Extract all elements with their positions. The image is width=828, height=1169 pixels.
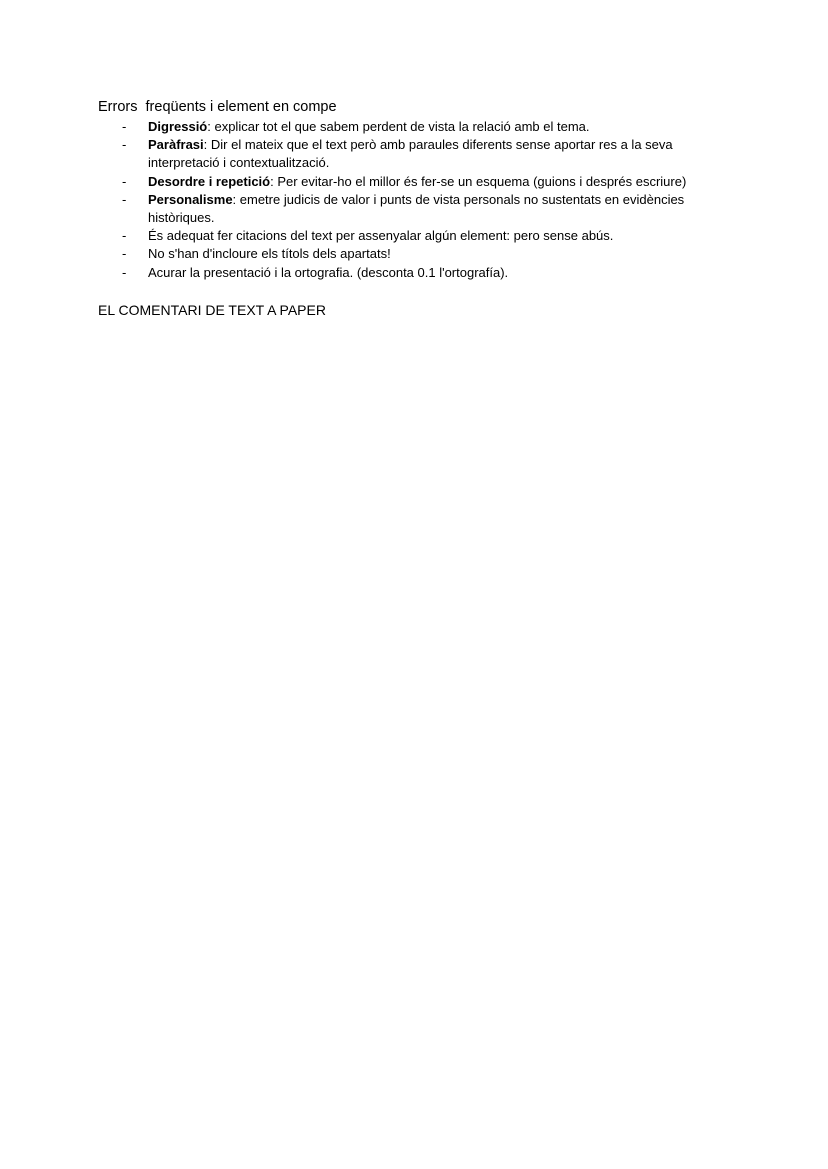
item-text: Acurar la presentació i la ortografia. (desconta 0.1 l'ortografía). [148, 264, 509, 280]
document-content [98, 98, 738, 319]
item-term: Digressió [148, 119, 208, 134]
bullet-dash: - [122, 137, 127, 153]
bullet-dash: - [122, 173, 127, 189]
item-text: : explicar tot el que sabem perdent de vista la relació amb el tema. [207, 119, 590, 134]
item-text: : Dir el mateix que el text però amb paraules diferents sense aportar res a la seva interpretació i contextualització. [148, 137, 673, 171]
bullet-dash: - [122, 191, 127, 207]
item-text: : emetre judicis de valor i punts de vista personals no sustentats en evidències històriques. [148, 191, 685, 226]
item-term: Desordre i repetició [148, 173, 271, 189]
list-item [98, 118, 738, 136]
item-text: No s'han d'incloure els títols dels apartats! [148, 246, 391, 262]
item-term: Personalisme [148, 191, 233, 207]
list-item [98, 227, 738, 245]
item-term: Paràfrasi [148, 137, 204, 153]
item-text: : Per evitar-ho el millor és fer-se un esquema (guions i després escriure) [270, 173, 687, 189]
errors-heading: Errors freqüents i element en compe [98, 99, 337, 115]
bullet-dash: - [122, 228, 127, 244]
item-text: És adequat fer citacions del text per assenyalar algún element: pero sense abús. [148, 228, 614, 244]
list-item [98, 173, 738, 191]
bullet-dash: - [122, 119, 127, 134]
bullet-dash: - [122, 246, 127, 262]
bullet-dash: - [122, 264, 127, 280]
list-item [98, 191, 738, 227]
list-item [98, 264, 738, 282]
list-item [98, 136, 738, 172]
errors-list [98, 118, 738, 282]
list-item [98, 245, 738, 263]
section-title: EL COMENTARI DE TEXT A PAPER [98, 301, 326, 318]
